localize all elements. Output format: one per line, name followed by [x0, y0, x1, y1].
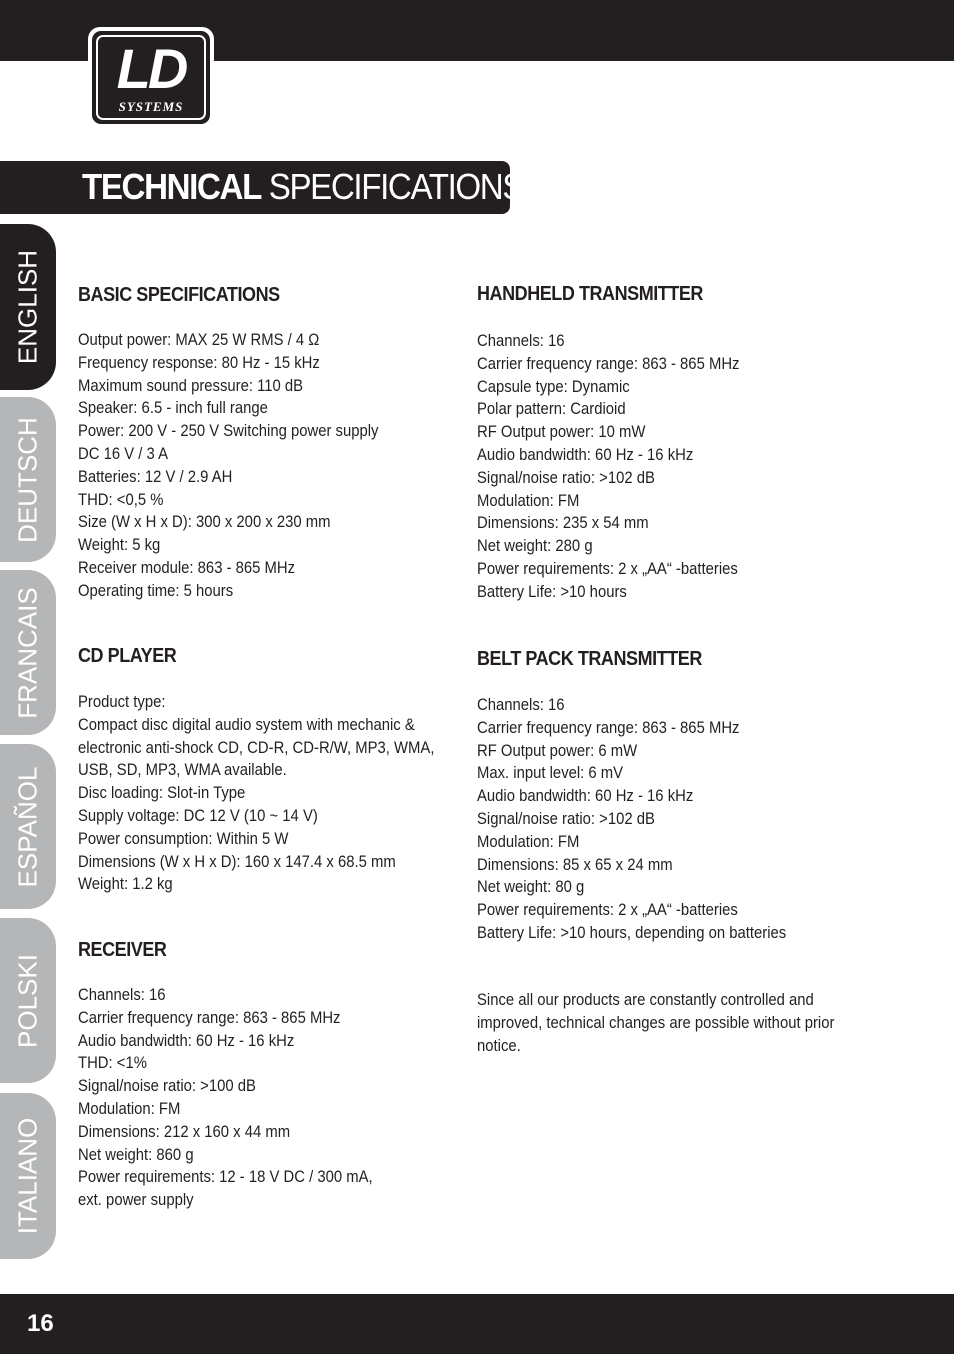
- spec-line: Dimensions (W x H x D): 160 x 147.4 x 68.5 mm: [78, 852, 396, 871]
- spec-line: THD: <1%: [78, 1054, 147, 1073]
- logo-sub-text: SYSTEMS: [118, 99, 184, 114]
- beltpack-list: [477, 694, 821, 945]
- footer-bar: [0, 1294, 954, 1354]
- tab-italiano[interactable]: [0, 1093, 56, 1259]
- spec-line: RF Output power: 10 mW: [477, 423, 646, 442]
- logo-main-text: LD: [116, 37, 186, 100]
- spec-line: Modulation: FM: [477, 491, 580, 510]
- spec-line: Supply voltage: DC 12 V (10 ~ 14 V): [78, 806, 318, 825]
- spec-line: Maximum sound pressure: 110 dB: [78, 376, 304, 395]
- tab-english-label: ENGLISH: [12, 249, 43, 365]
- ld-systems-logo: [88, 27, 214, 128]
- spec-line: Channels: 16: [477, 696, 565, 714]
- notice-line: improved, technical changes are possible without prior: [477, 1013, 835, 1032]
- tab-francais[interactable]: [0, 570, 56, 735]
- spec-line: Power consumption: Within 5 W: [78, 829, 289, 848]
- spec-line: Receiver module: 863 - 865 MHz: [78, 558, 296, 577]
- tab-espanol[interactable]: [0, 744, 56, 909]
- spec-line: Modulation: FM: [78, 1099, 181, 1118]
- spec-line: Audio bandwidth: 60 Hz - 16 kHz: [78, 1031, 295, 1050]
- spec-line: Carrier frequency range: 863 - 865 MHz: [78, 1008, 341, 1027]
- tab-deutsch-label: DEUTSCH: [12, 416, 43, 543]
- cd-player-list: [78, 691, 474, 896]
- spec-line: Power requirements: 12 - 18 V DC / 300 mA,: [78, 1168, 373, 1187]
- spec-line: Carrier frequency range: 863 - 865 MHz: [477, 354, 740, 373]
- spec-line: Output power: MAX 25 W RMS / 4 Ω: [78, 331, 320, 349]
- spec-line: Product type:: [78, 693, 166, 711]
- handheld-heading: HANDHELD TRANSMITTER: [477, 283, 703, 305]
- tab-francais-label: FRANCAIS: [12, 586, 43, 719]
- spec-line: Weight: 5 kg: [78, 536, 161, 555]
- spec-line: electronic anti-shock CD, CD-R, CD-R/W, MP3, WMA,: [78, 738, 435, 757]
- spec-line: Channels: 16: [78, 986, 166, 1004]
- spec-line: Compact disc digital audio system with mechanic &: [78, 715, 415, 734]
- handheld-list: [477, 330, 769, 604]
- spec-line: Battery Life: >10 hours, depending on batteries: [477, 923, 787, 942]
- spec-line: THD: <0,5 %: [78, 490, 164, 509]
- spec-line: Disc loading: Slot-in Type: [78, 784, 246, 803]
- spec-line: Modulation: FM: [477, 832, 580, 851]
- tab-deutsch[interactable]: [0, 397, 56, 562]
- spec-line: Dimensions: 212 x 160 x 44 mm: [78, 1122, 291, 1141]
- beltpack-heading: BELT PACK TRANSMITTER: [477, 648, 702, 670]
- basic-specs-list: [78, 329, 412, 603]
- receiver-heading: RECEIVER: [78, 939, 167, 961]
- spec-line: Frequency response: 80 Hz - 15 kHz: [78, 353, 320, 372]
- page-title-light: SPECIFICATIONS:: [268, 166, 531, 207]
- spec-line: Operating time: 5 hours: [78, 581, 234, 600]
- receiver-list: [78, 984, 405, 1212]
- tab-polski-label: POLSKI: [12, 953, 43, 1048]
- spec-line: Signal/noise ratio: >102 dB: [477, 809, 655, 828]
- spec-line: Signal/noise ratio: >102 dB: [477, 468, 655, 487]
- tab-espanol-label: ESPAÑOL: [12, 766, 43, 887]
- spec-line: Channels: 16: [477, 332, 565, 350]
- spec-line: Batteries: 12 V / 2.9 AH: [78, 467, 233, 486]
- spec-line: Power requirements: 2 x „AA“ -batteries: [477, 559, 738, 578]
- notice-paragraph: [477, 989, 874, 1057]
- notice-line: Since all our products are constantly controlled and: [477, 991, 814, 1009]
- page-title-bold: TECHNICAL: [82, 166, 261, 207]
- spec-line: Speaker: 6.5 - inch full range: [78, 399, 268, 418]
- spec-line: Signal/noise ratio: >100 dB: [78, 1077, 256, 1096]
- spec-line: Net weight: 280 g: [477, 537, 593, 556]
- spec-line: ext. power supply: [78, 1191, 194, 1210]
- tab-italiano-label: ITALIANO: [12, 1117, 43, 1235]
- spec-line: USB, SD, MP3, WMA available.: [78, 761, 287, 780]
- spec-line: Dimensions: 85 x 65 x 24 mm: [477, 855, 673, 874]
- tab-polski[interactable]: [0, 918, 56, 1083]
- spec-line: Size (W x H x D): 300 x 200 x 230 mm: [78, 513, 331, 532]
- cd-player-heading: CD PLAYER: [78, 645, 177, 667]
- spec-line: Polar pattern: Cardioid: [477, 400, 626, 419]
- spec-line: Battery Life: >10 hours: [477, 582, 627, 601]
- spec-line: Max. input level: 6 mV: [477, 764, 624, 783]
- spec-line: Audio bandwidth: 60 Hz - 16 kHz: [477, 787, 694, 806]
- page-title: [82, 167, 531, 207]
- spec-line: Net weight: 80 g: [477, 878, 585, 897]
- notice-line: notice.: [477, 1036, 521, 1055]
- tab-english[interactable]: [0, 224, 56, 390]
- spec-line: Net weight: 860 g: [78, 1145, 194, 1164]
- spec-line: Capsule type: Dynamic: [477, 377, 630, 396]
- spec-line: RF Output power: 6 mW: [477, 741, 638, 760]
- spec-line: Carrier frequency range: 863 - 865 MHz: [477, 718, 740, 737]
- page-number: 16: [27, 1310, 54, 1337]
- spec-line: Audio bandwidth: 60 Hz - 16 kHz: [477, 445, 694, 464]
- spec-line: Weight: 1.2 kg: [78, 875, 173, 894]
- spec-line: Dimensions: 235 x 54 mm: [477, 514, 649, 533]
- basic-specs-heading: BASIC SPECIFICATIONS: [78, 284, 280, 306]
- spec-line: Power requirements: 2 x „AA“ -batteries: [477, 901, 738, 920]
- spec-line: DC 16 V / 3 A: [78, 444, 168, 463]
- spec-line: Power: 200 V - 250 V Switching power supply: [78, 422, 379, 441]
